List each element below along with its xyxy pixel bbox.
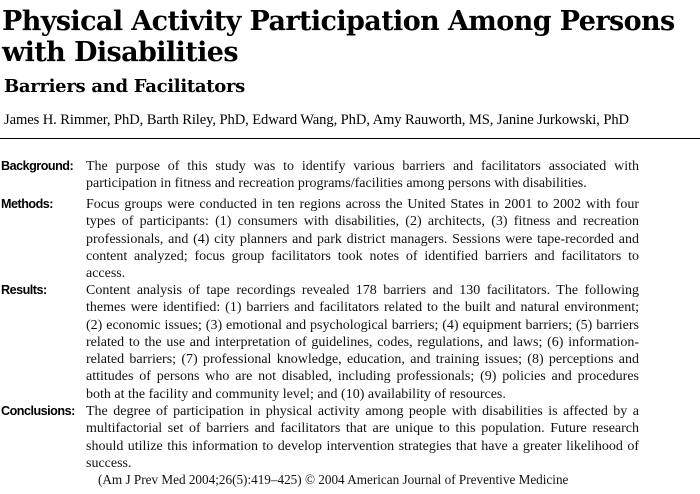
section-label: Background: [1,159,74,173]
section-text: The purpose of this study was to identify various barriers and facilitators associated with participation in fitness and recreation programs/facilities among persons with disabilities. [86,159,639,192]
article-title: Physical Activity Participation Among Persons with Disabilities [2,6,675,68]
section-text: The degree of participation in physical activity among people with disabilities is affected by a multifactorial set of barriers and facilitators that are unique to this population. Future research should utilize this information to develop intervention strategies that have a greater likelihood of success. [86,404,639,471]
author-list: James H. Rimmer, PhD, Barth Riley, PhD, Edward Wang, PhD, Amy Rauworth, MS, Janine Jurkowski, PhD [4,112,629,128]
section-label: Results: [1,283,47,297]
journal-citation: (Am J Prev Med 2004;26(5):419–425) © 2004 American Journal of Preventive Medicine [98,472,569,487]
section-label: Conclusions: [1,404,75,418]
section-text: Content analysis of tape recordings revealed 178 barriers and 130 facilitators. The following themes were identified: (1) barriers and facilitators related to the built and natural environment; (2) economic issues; (3) emotional and psychological barriers; (4) equipment barriers; (5) barriers related to the use and interpretation of guidelines, codes, regulations, and laws; (6) information-related barriers; (7) professional knowledge, education, and training issues; (8) perceptions and attitudes of persons who are not disabled, including professionals; (9) policies and procedures both at the facility and community level; and (10) availability of resources. [86,283,639,402]
section-text: Focus groups were conducted in ten regions across the United States in 2001 to 2002 with four types of participants: (1) consumers with disabilities, (2) architects, (3) fitness and recreation professionals, and (4) city planners and park district managers. Sessions were tape-recorded and content analyzed; focus group facilitators took notes of identified barriers and facilitators to access. [86,197,639,282]
section-label: Methods: [1,197,53,211]
header-divider [0,138,700,139]
article-subtitle: Barriers and Facilitators [4,76,245,97]
